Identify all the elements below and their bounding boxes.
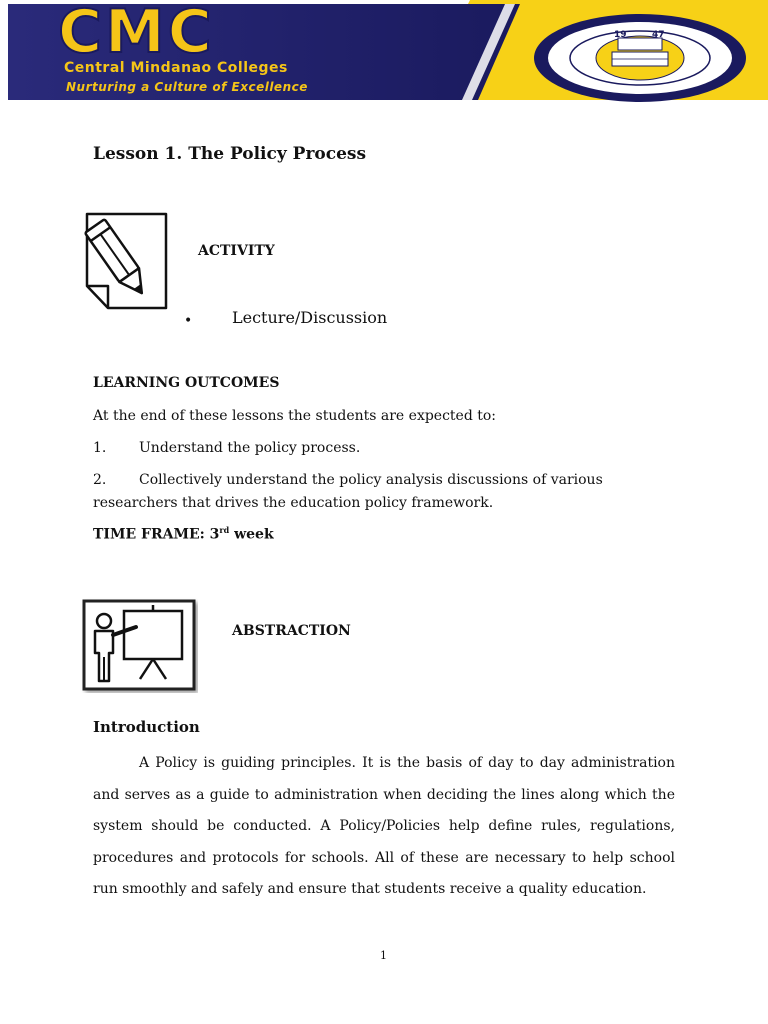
logo-text: CMC [58,0,215,67]
institution-tagline: Nurturing a Culture of Excellence [66,80,308,94]
activity-label: ACTIVITY [198,243,275,259]
time-frame-suffix: week [229,526,274,543]
seal-year-right: 47 [652,30,665,40]
time-frame-ordinal: rd [219,525,230,535]
pencil-paper-icon [70,212,168,310]
outcome-2-text: Collectively understand the policy analysis discussions of various [139,472,603,488]
abstraction-label: ABSTRACTION [232,623,351,639]
page-number: 1 [380,949,387,962]
college-seal [534,14,746,102]
lesson-title: Lesson 1. The Policy Process [93,144,367,164]
institution-name: Central Mindanao Colleges [64,60,288,76]
outcome-2-number: 2. [93,472,107,488]
bullet-marker: • [184,313,193,329]
introduction-heading: Introduction [93,718,200,736]
introduction-paragraph: A Policy is guiding principles. It is the basis of day to day administration and serves as a guide to administration when deciding the lines along which the system should be conducted. A Policy/Policies help define rules, regulations, procedures and protocols for schools. All of these are necessary to help school run smoothly and safely and ensure that students receive a quality education. [93,755,675,897]
time-frame-label: TIME FRAME: 3 [93,526,220,543]
outcome-1-text: Understand the policy process. [139,440,361,456]
outcome-2-continuation: researchers that drives the education policy framework. [93,495,494,511]
learning-outcomes-heading: LEARNING OUTCOMES [93,375,280,391]
activity-item: Lecture/Discussion [232,308,388,327]
outcome-1-number: 1. [93,440,107,456]
header-banner [0,0,768,106]
learning-outcomes-intro: At the end of these lessons the students are expected to: [93,408,497,424]
time-frame [93,525,274,543]
presentation-board-icon [80,597,198,693]
seal-year-left: 19 [614,30,627,40]
